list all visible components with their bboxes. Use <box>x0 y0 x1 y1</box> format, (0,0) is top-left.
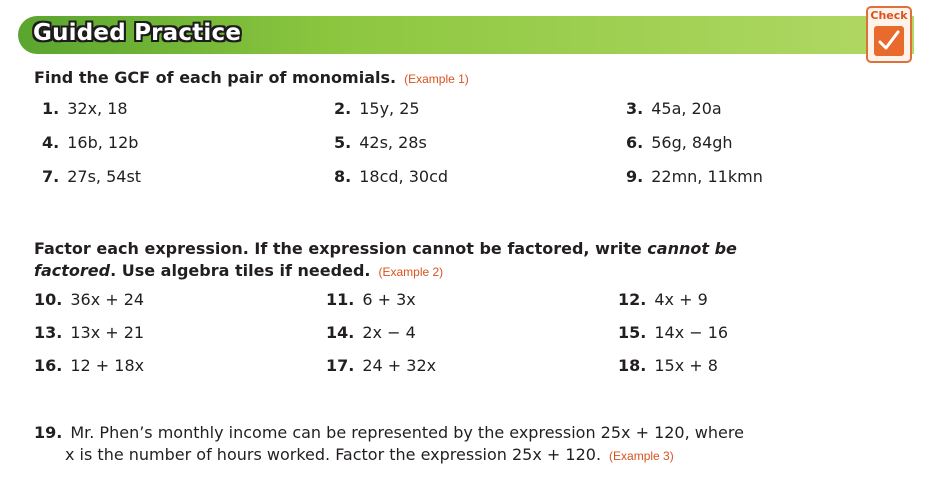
exercise-expression: 18cd, 30cd <box>359 167 449 186</box>
section2-heading-line1 <box>34 238 737 260</box>
exercise-16 <box>34 356 144 375</box>
exercise-expression: 27s, 54st <box>67 167 142 186</box>
section1-heading-text: Find the GCF of each pair of monomials. <box>34 68 397 87</box>
exercise-19-line2 <box>34 444 744 467</box>
banner-title: Guided Practice <box>33 20 242 46</box>
exercise-number: 9. <box>626 167 644 186</box>
exercise-number: 13. <box>34 323 63 342</box>
exercise-number: 12. <box>618 290 647 309</box>
exercise-7 <box>42 167 141 186</box>
exercise-2 <box>334 99 420 118</box>
exercise-17 <box>326 356 436 375</box>
exercise-8 <box>334 167 448 186</box>
exercise-1 <box>42 99 128 118</box>
exercise-number: 7. <box>42 167 60 186</box>
section2-heading-line2 <box>34 260 737 283</box>
exercise-19-line1 <box>34 422 744 444</box>
section2-heading-text: . Use algebra tiles if needed. <box>110 261 371 280</box>
exercise-12 <box>618 290 708 309</box>
exercise-number: 15. <box>618 323 647 342</box>
exercise-6 <box>626 133 733 152</box>
exercise-18 <box>618 356 718 375</box>
exercise-expression: 14x − 16 <box>654 323 729 342</box>
exercise-number: 1. <box>42 99 60 118</box>
exercise-expression: 42s, 28s <box>359 133 427 152</box>
exercise-number: 14. <box>326 323 355 342</box>
exercise-expression: 15x + 8 <box>654 356 718 375</box>
exercise-expression: 4x + 9 <box>654 290 708 309</box>
example2-link[interactable]: (Example 2) <box>378 265 444 279</box>
example3-link[interactable]: (Example 3) <box>609 449 674 463</box>
exercise-10 <box>34 290 144 309</box>
exercise-expression: 16b, 12b <box>67 133 139 152</box>
section2-heading-text: Factor each expression. If the expression cannot be factored, write <box>34 239 648 258</box>
exercise-number: 18. <box>618 356 647 375</box>
check-label: Check <box>870 9 908 22</box>
exercise-number: 4. <box>42 133 60 152</box>
exercise-number: 5. <box>334 133 352 152</box>
exercise-expression: 15y, 25 <box>359 99 420 118</box>
exercise-19-text2: x is the number of hours worked. Factor the expression 25x + 120. <box>65 445 602 464</box>
exercise-number: 17. <box>326 356 355 375</box>
example1-link[interactable]: (Example 1) <box>404 72 469 86</box>
exercise-number: 11. <box>326 290 355 309</box>
exercise-number: 19. <box>34 423 63 442</box>
exercise-expression: 56g, 84gh <box>651 133 733 152</box>
exercise-expression: 24 + 32x <box>362 356 437 375</box>
section1-heading <box>34 68 469 87</box>
exercise-19-text1: Mr. Phen’s monthly income can be represented by the expression 25x + 120, where <box>70 423 744 442</box>
checkmark-icon <box>874 26 904 56</box>
exercise-expression: 45a, 20a <box>651 99 722 118</box>
exercise-4 <box>42 133 138 152</box>
exercise-14 <box>326 323 416 342</box>
section2-heading-italic: factored <box>34 261 111 280</box>
exercise-15 <box>618 323 728 342</box>
exercise-expression: 36x + 24 <box>70 290 145 309</box>
exercise-3 <box>626 99 722 118</box>
exercise-5 <box>334 133 427 152</box>
exercise-11 <box>326 290 416 309</box>
exercise-number: 3. <box>626 99 644 118</box>
exercise-number: 6. <box>626 133 644 152</box>
exercise-number: 8. <box>334 167 352 186</box>
check-badge[interactable] <box>866 6 912 63</box>
exercise-expression: 2x − 4 <box>362 323 416 342</box>
exercise-number: 10. <box>34 290 63 309</box>
section2-heading <box>34 238 737 283</box>
exercise-number: 2. <box>334 99 352 118</box>
section2-heading-italic: cannot be <box>647 239 737 258</box>
exercise-expression: 22mn, 11kmn <box>651 167 763 186</box>
exercise-expression: 6 + 3x <box>362 290 416 309</box>
exercise-13 <box>34 323 144 342</box>
exercise-expression: 32x, 18 <box>67 99 128 118</box>
exercise-expression: 12 + 18x <box>70 356 145 375</box>
exercise-9 <box>626 167 763 186</box>
exercise-expression: 13x + 21 <box>70 323 145 342</box>
exercise-19 <box>34 422 744 467</box>
exercise-number: 16. <box>34 356 63 375</box>
